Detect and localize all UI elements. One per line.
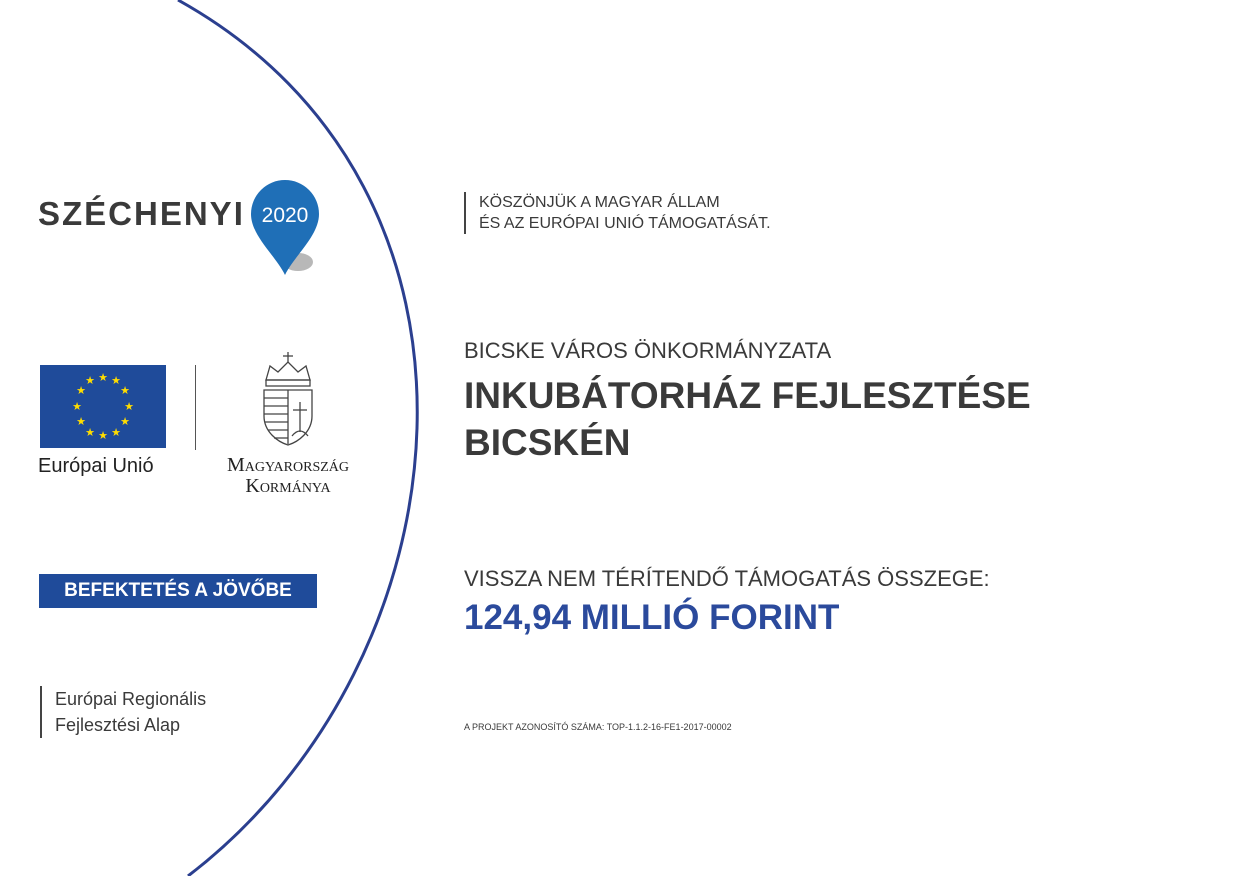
fund-label (40, 686, 206, 738)
government-label-line1: Magyarország (226, 454, 350, 476)
fund-label-line2: Fejlesztési Alap (55, 715, 181, 735)
svg-text:★: ★ (111, 374, 121, 387)
thanks-note (464, 192, 771, 234)
fund-label-line1: Európai Regionális (55, 689, 207, 709)
logo-divider (195, 365, 196, 450)
project-title-line2: BICSKÉN (464, 422, 631, 463)
svg-text:★: ★ (98, 429, 108, 442)
svg-text:★: ★ (124, 400, 134, 413)
svg-text:★: ★ (85, 426, 95, 439)
svg-text:★: ★ (98, 371, 108, 384)
government-label (212, 455, 364, 497)
eu-label: Európai Unió (38, 455, 154, 477)
svg-text:★: ★ (120, 415, 130, 428)
svg-text:★: ★ (76, 384, 86, 397)
svg-text:★: ★ (76, 415, 86, 428)
grant-label: VISSZA NEM TÉRÍTENDŐ TÁMOGATÁS ÖSSZEGE: (464, 566, 990, 591)
grant-amount: 124,94 MILLIÓ FORINT (464, 598, 840, 637)
thanks-line2: ÉS AZ EURÓPAI UNIÓ TÁMOGATÁSÁT. (479, 215, 771, 232)
project-title (464, 372, 1031, 466)
svg-text:★: ★ (72, 400, 82, 413)
beneficiary-name: BICSKE VÁROS ÖNKORMÁNYZATA (464, 338, 832, 363)
szechenyi-wordmark: SZÉCHENYI (38, 195, 245, 232)
thanks-line1: KÖSZÖNJÜK A MAGYAR ÁLLAM (479, 194, 720, 211)
project-title-line1: INKUBÁTORHÁZ FEJLESZTÉSE (464, 375, 1031, 416)
eu-flag-icon (40, 365, 166, 448)
project-id: A PROJEKT AZONOSÍTÓ SZÁMA: TOP-1.1.2-16-FE1-2017-00002 (464, 722, 732, 732)
hungarian-coat-of-arms-icon (258, 350, 318, 448)
investment-badge: BEFEKTETÉS A JÖVŐBE (39, 574, 317, 608)
svg-text:★: ★ (111, 426, 121, 439)
svg-text:★: ★ (120, 384, 130, 397)
szechenyi-year: 2020 (261, 204, 309, 227)
szechenyi-2020-pin-icon (248, 178, 323, 278)
government-label-line2: Kormánya (245, 475, 331, 497)
svg-text:★: ★ (85, 374, 95, 387)
